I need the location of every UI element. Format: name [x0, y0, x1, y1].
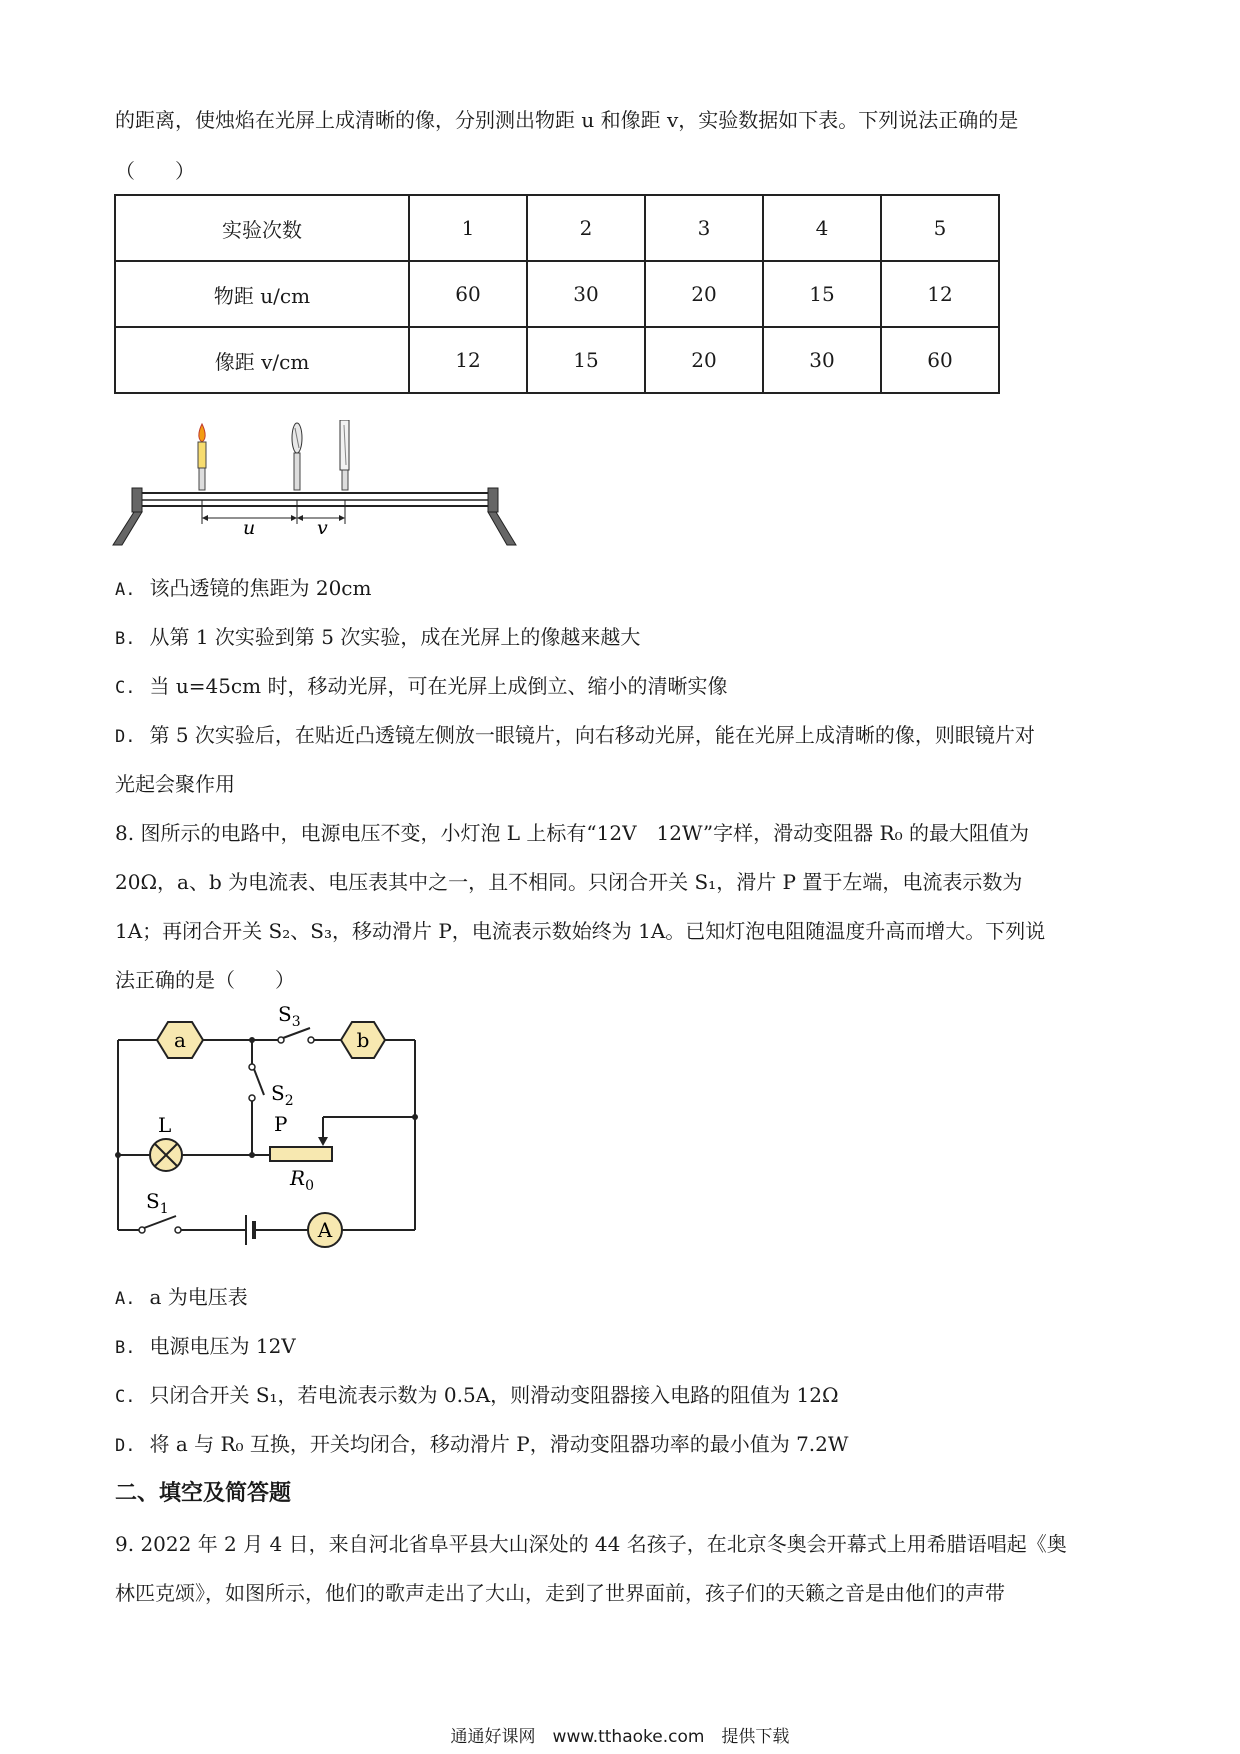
q8-stem-line-2: 20Ω，a、b 为电流表、电压表其中之一，且不相同。只闭合开关 S₁，滑片 P 置于左端，电流表示数为	[115, 870, 1023, 894]
option-label: C.	[115, 1387, 136, 1407]
table-cell: 15	[527, 327, 645, 393]
switch-s3-icon	[278, 1005, 314, 1043]
meter-b-icon	[341, 1022, 385, 1058]
s3-label: $S_3$	[278, 1005, 301, 1030]
s1-label: $S_1$	[146, 1189, 169, 1217]
v-label: v	[317, 517, 328, 539]
s2-label: $S_2$	[271, 1081, 294, 1109]
table-row	[115, 327, 999, 393]
table-cell: 60	[409, 261, 527, 327]
ammeter-icon	[308, 1213, 342, 1247]
lamp-label: L	[158, 1113, 172, 1137]
ammeter-label: A	[317, 1218, 333, 1242]
slider-p-arrow	[318, 1137, 328, 1146]
meter-b-label: b	[356, 1028, 370, 1052]
option-text: 从第 1 次实验到第 5 次实验，成在光屏上的像越来越大	[149, 625, 641, 649]
table-cell: 20	[645, 327, 763, 393]
option-text: 电源电压为 12V	[149, 1334, 296, 1358]
table-cell: 12	[881, 261, 999, 327]
option-label: A.	[115, 1289, 136, 1309]
meter-a-icon	[157, 1022, 203, 1058]
candle-icon	[198, 424, 206, 490]
meter-a-label: a	[174, 1028, 186, 1052]
q7-option-d-continued: 光起会聚作用	[115, 772, 235, 796]
table-cell: 2	[527, 195, 645, 261]
option-label: B.	[115, 629, 136, 649]
q8-stem-line-4: 法正确的是（ ）	[115, 968, 295, 992]
rail	[142, 493, 488, 506]
table-cell: 60	[881, 327, 999, 393]
q7-option-c	[115, 670, 727, 699]
option-label: C.	[115, 678, 136, 698]
table-cell: 3	[645, 195, 763, 261]
table-row	[115, 195, 999, 261]
optical-bench-figure	[110, 420, 530, 550]
q8-option-b	[115, 1330, 296, 1359]
option-text: 第 5 次实验后，在贴近凸透镜左侧放一眼镜片，向右移动光屏，能在光屏上成清晰的像，则眼镜片对	[149, 723, 1035, 747]
table-cell: 15	[763, 261, 881, 327]
q7-option-a	[115, 572, 371, 601]
option-label: A.	[115, 580, 136, 600]
circuit-diagram	[110, 1005, 430, 1255]
table-header-cell: 像距 v/cm	[115, 327, 409, 393]
experiment-data-table	[114, 194, 1000, 394]
section-heading: 二、填空及简答题	[115, 1480, 292, 1506]
table-header-cell: 物距 u/cm	[115, 261, 409, 327]
option-label: B.	[115, 1338, 136, 1358]
q8-option-d	[115, 1428, 848, 1457]
table-cell: 12	[409, 327, 527, 393]
q7-answer-bracket: （ ）	[115, 159, 195, 183]
table-cell: 20	[645, 261, 763, 327]
q7-option-d	[115, 719, 1035, 748]
option-text: 该凸透镜的焦距为 20cm	[149, 576, 372, 600]
q9-stem-line-1: 9. 2022 年 2 月 4 日，来自河北省阜平县大山深处的 44 名孩子，在北京冬奥会开幕式上用希腊语唱起《奥	[115, 1532, 1067, 1556]
q8-option-a	[115, 1281, 248, 1310]
option-label: D.	[115, 1436, 136, 1456]
junction-dot	[249, 1152, 255, 1158]
rheostat-r0-icon	[252, 1112, 332, 1194]
u-label: u	[243, 517, 256, 539]
q7-stem-line-1: 的距离，使烛焰在光屏上成清晰的像，分别测出物距 u 和像距 v，实验数据如下表。下列说法正确的是	[115, 108, 1019, 132]
left-stand	[113, 488, 142, 545]
table-header-cell: 实验次数	[115, 195, 409, 261]
battery-icon	[246, 1215, 254, 1245]
q8-stem-line-3: 1A；再闭合开关 S₂、S₃，移动滑片 P，电流表示数始终为 1A。已知灯泡电阻随温度升高而增大。下列说	[115, 919, 1046, 943]
lamp-l-icon	[150, 1113, 182, 1171]
light-screen-icon	[340, 420, 349, 490]
option-text: a 为电压表	[149, 1285, 248, 1309]
q8-stem-line-1: 8. 图所示的电路中，电源电压不变，小灯泡 L 上标有“12V 12W”字样，滑动变阻器 R₀ 的最大阻值为	[115, 821, 1029, 845]
switch-s1-icon	[139, 1189, 181, 1233]
option-text: 只闭合开关 S₁，若电流表示数为 0.5A，则滑动变阻器接入电路的阻值为 12Ω	[149, 1383, 839, 1407]
p-label: P	[274, 1112, 288, 1136]
option-text: 将 a 与 R₀ 互换，开关均闭合，移动滑片 P，滑动变阻器功率的最小值为 7.2W	[149, 1432, 849, 1456]
right-stand	[488, 488, 516, 545]
junction-dot	[412, 1114, 418, 1120]
junction-dot	[249, 1037, 255, 1043]
table-cell: 30	[763, 327, 881, 393]
table-cell: 1	[409, 195, 527, 261]
table-row	[115, 261, 999, 327]
switch-s2-icon	[249, 1064, 294, 1109]
r0-label: $R_0$	[290, 1166, 314, 1194]
table-cell: 30	[527, 261, 645, 327]
q9-stem-line-2: 林匹克颂》，如图所示，他们的歌声走出了大山，走到了世界面前，孩子们的天籁之音是由他们的声带	[115, 1581, 1005, 1605]
junction-dot	[115, 1152, 121, 1158]
q7-option-b	[115, 621, 640, 650]
option-label: D.	[115, 727, 136, 747]
table-cell: 5	[881, 195, 999, 261]
option-text: 当 u=45cm 时，移动光屏，可在光屏上成倒立、缩小的清晰实像	[149, 674, 728, 698]
convex-lens-icon	[292, 423, 302, 490]
page-footer: 通通好课网 www.tthaoke.com 提供下载	[450, 1727, 790, 1747]
q8-option-c	[115, 1379, 839, 1408]
table-cell: 4	[763, 195, 881, 261]
